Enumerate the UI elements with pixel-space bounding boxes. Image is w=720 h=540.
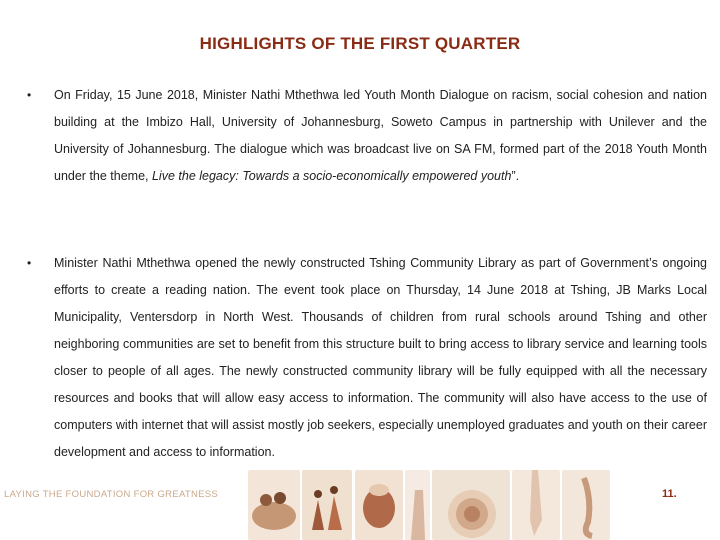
- drummer-photo: [355, 470, 403, 540]
- group-photo: [248, 470, 300, 540]
- page-title: HIGHLIGHTS OF THE FIRST QUARTER: [199, 34, 521, 53]
- page-number: 11.: [662, 488, 677, 500]
- hands-photo: [405, 470, 430, 540]
- bullet-text-1: [54, 82, 707, 190]
- bullet-symbol: •: [27, 88, 32, 102]
- dancers-photo: [302, 470, 352, 540]
- beadwork-photo: [432, 470, 510, 540]
- bullet-text-1-main: On Friday, 15 June 2018, Minister Nathi Mthethwa led Youth Month Dialogue on racism, social cohesion and nation building at the Imbizo Hall, University of Johannesburg, Soweto Campus in partnership with Unilever and the University of Johannesburg. The dialogue which was broadcast live on SA FM, formed part of the 2018 Youth Month under the theme,: [54, 88, 707, 183]
- bullet-symbol: •: [27, 256, 32, 270]
- bullet-text-1-theme: Live the legacy: Towards a socio-economically empowered youth: [151, 169, 512, 183]
- bullet-text-1-end: ”.: [511, 169, 520, 183]
- footer-tagline: LAYING THE FOUNDATION FOR GREATNESS: [4, 489, 219, 500]
- bullet-text-2: Minister Nathi Mthethwa opened the newly constructed Tshing Community Library as part of Government’s ongoing efforts to create a reading nation. The event took place on Thursday, 14 June 2018 at Tshing, JB Marks Local Municipality, Ventersdorp in North West. Thousands of children from rural schools around Tshing and other neighboring communities are set to benefit from this structure built to bring access to library service and learning tools closer to people of all ages. The newly constructed community library will be fully equipped with all the necessary resources and books that will allow easy access to information. The community will also have access to the use of computers with internet that will assist mostly job seekers, especially unemployed graduates and youth on their career development and access to information.: [54, 256, 707, 459]
- ballet-photo: [512, 470, 560, 540]
- saxophone-photo: [562, 470, 610, 540]
